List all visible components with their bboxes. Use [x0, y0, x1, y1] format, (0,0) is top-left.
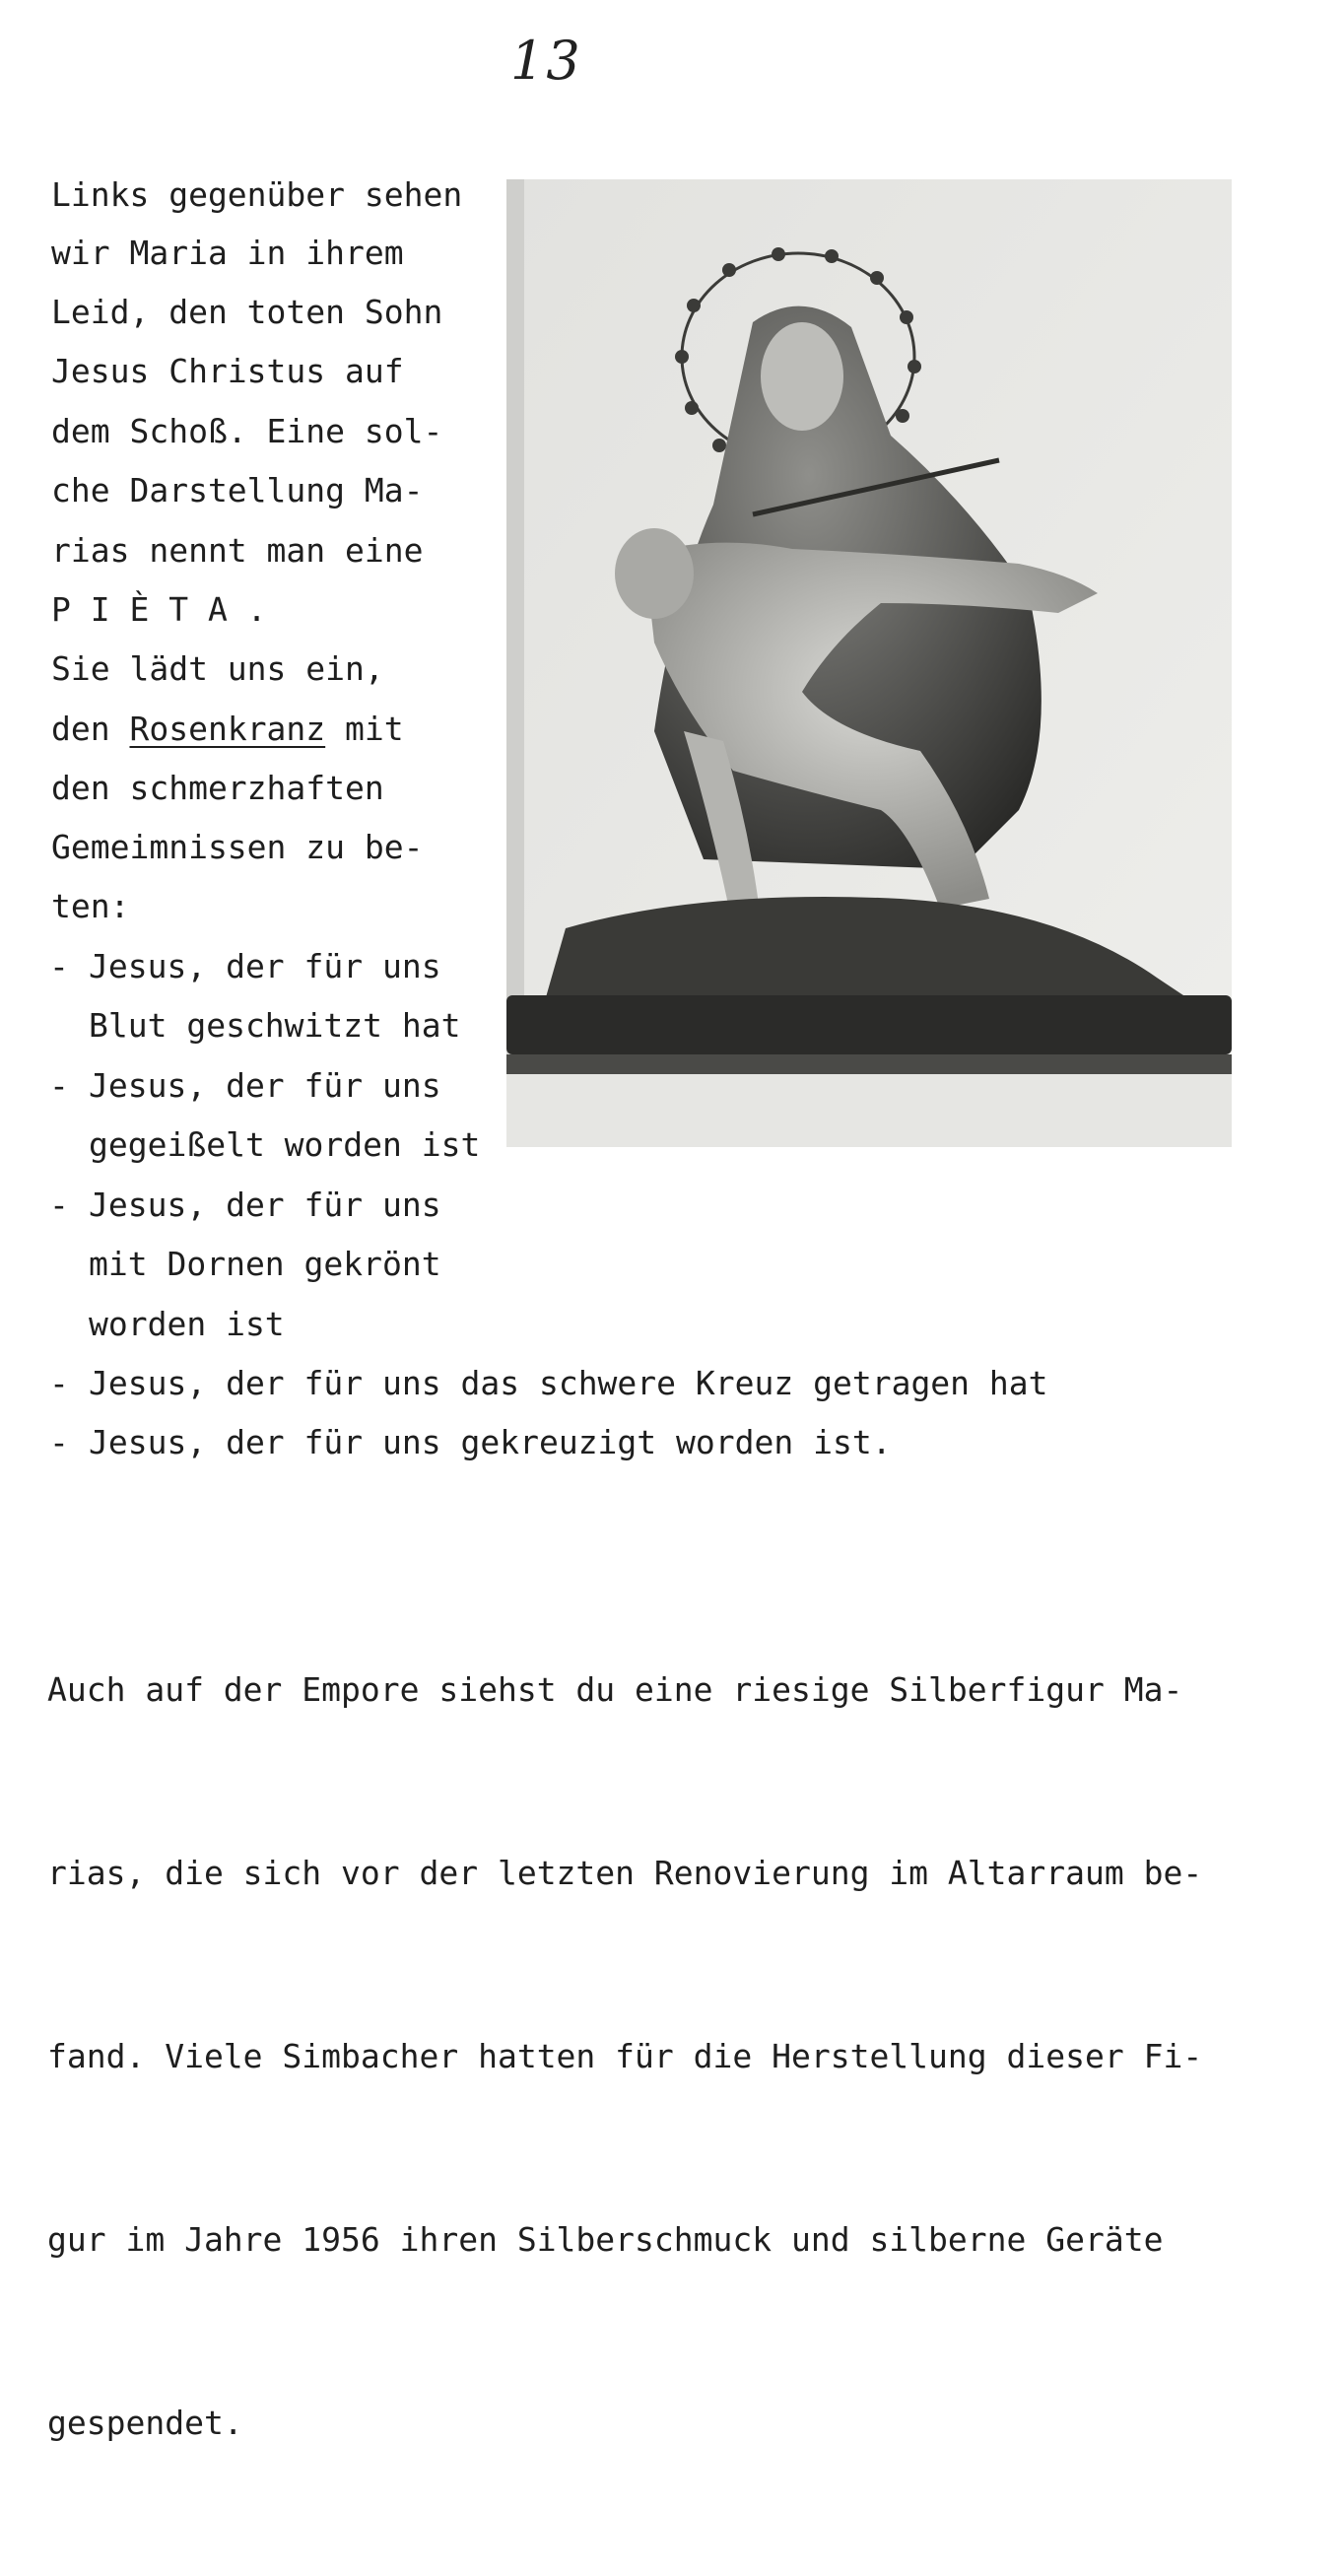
text-line: Auch auf der Empore siehst du eine riesige Silberfigur Ma- — [47, 1670, 1183, 1709]
list-item: Jesus, der für uns — [89, 947, 441, 985]
text-fragment: mit — [325, 710, 404, 748]
list-item: Jesus, der für uns das schwere Kreuz getragen hat — [89, 1364, 1048, 1402]
text-fragment: den — [51, 710, 130, 748]
list-dash: - — [49, 1364, 69, 1402]
text-line: wir Maria in ihrem — [51, 234, 404, 272]
list-item: gegeißelt worden ist — [89, 1125, 481, 1164]
list-item: Jesus, der für uns — [89, 1066, 441, 1105]
list-dash: - — [49, 1423, 69, 1461]
text-line: dem Schoß. Eine sol- — [51, 412, 443, 450]
text-line: Links gegenüber sehen — [51, 175, 463, 214]
text-line: ten: — [51, 887, 130, 925]
text-line: Sie lädt uns ein, — [51, 649, 384, 688]
text-line: gur im Jahre 1956 ihren Silberschmuck und silberne Geräte — [47, 2220, 1164, 2259]
list-dash: - — [49, 947, 69, 985]
text-line: Gemeimnissen zu be- — [51, 828, 424, 866]
list-dash: - — [49, 1066, 69, 1105]
bottom-paragraph — [47, 1537, 1269, 2576]
pieta-heading: P I È T A . — [51, 590, 267, 629]
text-line: Jesus Christus auf — [51, 352, 404, 390]
text-line: den schmerzhaften — [51, 769, 384, 807]
list-item: Jesus, der für uns gekreuzigt worden ist. — [89, 1423, 892, 1461]
text-line: Leid, den toten Sohn — [51, 293, 443, 331]
list-item: worden ist — [89, 1305, 285, 1343]
text-line: gespendet. — [47, 2404, 243, 2442]
pieta-photo — [506, 179, 1232, 1147]
pieta-sculpture-image — [506, 179, 1232, 1147]
list-item: Blut geschwitzt hat — [89, 1006, 461, 1045]
text-line: rias nennt man eine — [51, 531, 424, 570]
text-line: che Darstellung Ma- — [51, 471, 424, 509]
rosary-word: Rosenkranz — [129, 710, 326, 748]
text-line: fand. Viele Simbacher hatten für die Herstellung dieser Fi- — [47, 2037, 1203, 2075]
list-item: mit Dornen gekrönt — [89, 1245, 441, 1283]
text-line: rias, die sich vor der letzten Renovierung im Altarraum be- — [47, 1854, 1203, 1892]
list-item: Jesus, der für uns — [89, 1186, 441, 1224]
page-number: 13 — [510, 30, 582, 92]
rosary-line — [51, 710, 404, 749]
list-dash: - — [49, 1186, 69, 1224]
